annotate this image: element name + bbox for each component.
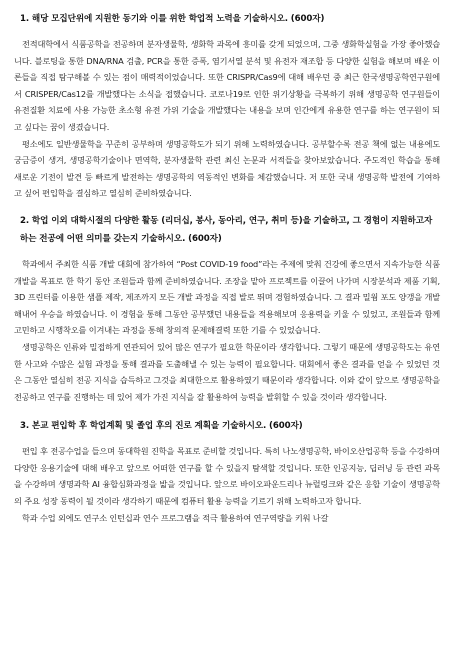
answer-2-paragraph-1: 학과에서 주최한 식품 개발 대회에 참가하여 “Post COVID-19 food”라는 주제에 맞춰 건강에 좋으면서 지속가능한 식품 개발을 목표로 한 학기 동안 조원들과 함께 준비하였습니다. 조장을 맡아 프로젝트를 이끌어 나가며 시장분석과 제품 기획, 3D 프린터를 이용한 샘플 제작, 제조까지 모든 개발 과정을 직접 발로 뛰며 경험하였습니다. 그 결과 밀웜 포도 양갱을 개발해내어 우승을 하였습니다. 이 경험을 통해 그동안 공부했던 내용들을 적용해보며 응용력을 키울 수 있었고, 조원들과 함께 고민하고 시행착오를 이겨내는 과정을 통해 창의적 문제해결력 또한 기를 수 있었습니다.: [14, 258, 440, 336]
answer-1: [14, 36, 440, 202]
answer-2: [14, 256, 440, 405]
answer-3-paragraph-1: 편입 후 전공수업을 들으며 동대학원 진학을 목표로 준비할 것입니다. 특히 나노생명공학, 바이오산업공학 등을 수강하며 다양한 응용기술에 대해 배우고 앞으로 어떠한 연구를 할 수 있을지 탐색할 것입니다. 또한 인공지능, 딥러닝 등 관련 과목을 수강하며 생명과학 AI 융합심화과정을 밟을 것입니다. 앞으로 바이오파운드리나 뉴럴링크와 같은 응합 기술이 생명공학의 주요 성장 동력이 될 것이라 생각하기 때문에 컴퓨터 활용 능력을 기르기 위해 노력하고자 합니다.: [14, 446, 440, 507]
answer-1-paragraph-2: 평소에도 일반생물학을 꾸준히 공부하며 생명공학도가 되기 위해 노력하였습니다. 공부할수록 전공 책에 없는 내용에도 궁금증이 생겨, 생명공학기술이나 면역학, 분자생물학 관련 최신 논문과 서적들을 찾아보았습니다. 주도적인 학습을 통해 새로운 기전이 발견 등 빠르게 발전하는 생명공학의 역동적인 변화를 체감했습니다. 저 또한 국내 생명공학 발전에 기여하고 싶어 편입학을 결심하고 열심히 준비하였습니다.: [14, 138, 440, 199]
question-2: 2. 학업 이외 대학시절의 다양한 활동 (리더십, 봉사, 동아리, 연구, 취미 등)을 기술하고, 그 경험이 지원하고자 하는 전공에 어떤 의미를 갖는지 기술하시오. (600자): [20, 215, 433, 244]
question-1: 1. 해당 모집단위에 지원한 동기와 이를 위한 학업적 노력을 기술하시오. (600자): [20, 14, 325, 24]
answer-3-paragraph-2: 학과 수업 외에도 연구소 인턴십과 연수 프로그램을 적극 활용하여 연구역량을 키워 나갈: [22, 512, 329, 523]
answer-3: [14, 443, 440, 526]
question-3: 3. 본교 편입학 후 학업계획 및 졸업 후의 진로 계획을 기술하시오. (600자): [20, 421, 303, 432]
answer-1-paragraph-1: 전적대학에서 식품공학을 전공하며 분자생물학, 생화학 과목에 흥미를 갖게 되었으며, 그중 생화학실험을 가장 좋아했습니다. 블로팅을 통한 DNA/RNA 검출, PCR을 통한 증폭, 염기서열 분석 및 유전자 재조합 등 다양한 실험을 해보며 배운 이론들을 직접 탐구해볼 수 있는 점이 매력적이었습니다. 또한 CRISPR/Cas9에 대해 배우던 중 최근 한국생명공학연구원에서 CRISPER/Cas12를 개발했다는 소식을 접했습니다. 코로나19로 인한 위기상황을 극복하기 위해 생명공학 연구원들이 유전질환 치료에 사용 가능한 초소형 유전 가위 기술을 개발했다는 내용을 보며 인간에게 유용한 연구를 하는 연구원이 되고 싶다는 꿈이 생겼습니다.: [14, 39, 440, 132]
answer-2-paragraph-2: 생명공학은 인류와 밀접하게 연관되어 있어 많은 연구가 필요한 학문이라 생각합니다. 그렇기 때문에 생명공학도는 유연한 사고와 수많은 실험 과정을 통해 결과를 도출해낼 수 있는 능력이 필요합니다. 대회에서 좋은 결과를 얻을 수 있었던 것은 그동안 열심히 전공 지식을 습득하고 그것을 최대한으로 활용하였기 때문이라 생각합니다. 이와 같이 앞으로 생명공학을 전공하고 연구를 진행하는 데 있어 제가 가진 지식을 잘 활용하여 능력을 발휘할 수 있을 것이라 생각합니다.: [14, 341, 440, 402]
